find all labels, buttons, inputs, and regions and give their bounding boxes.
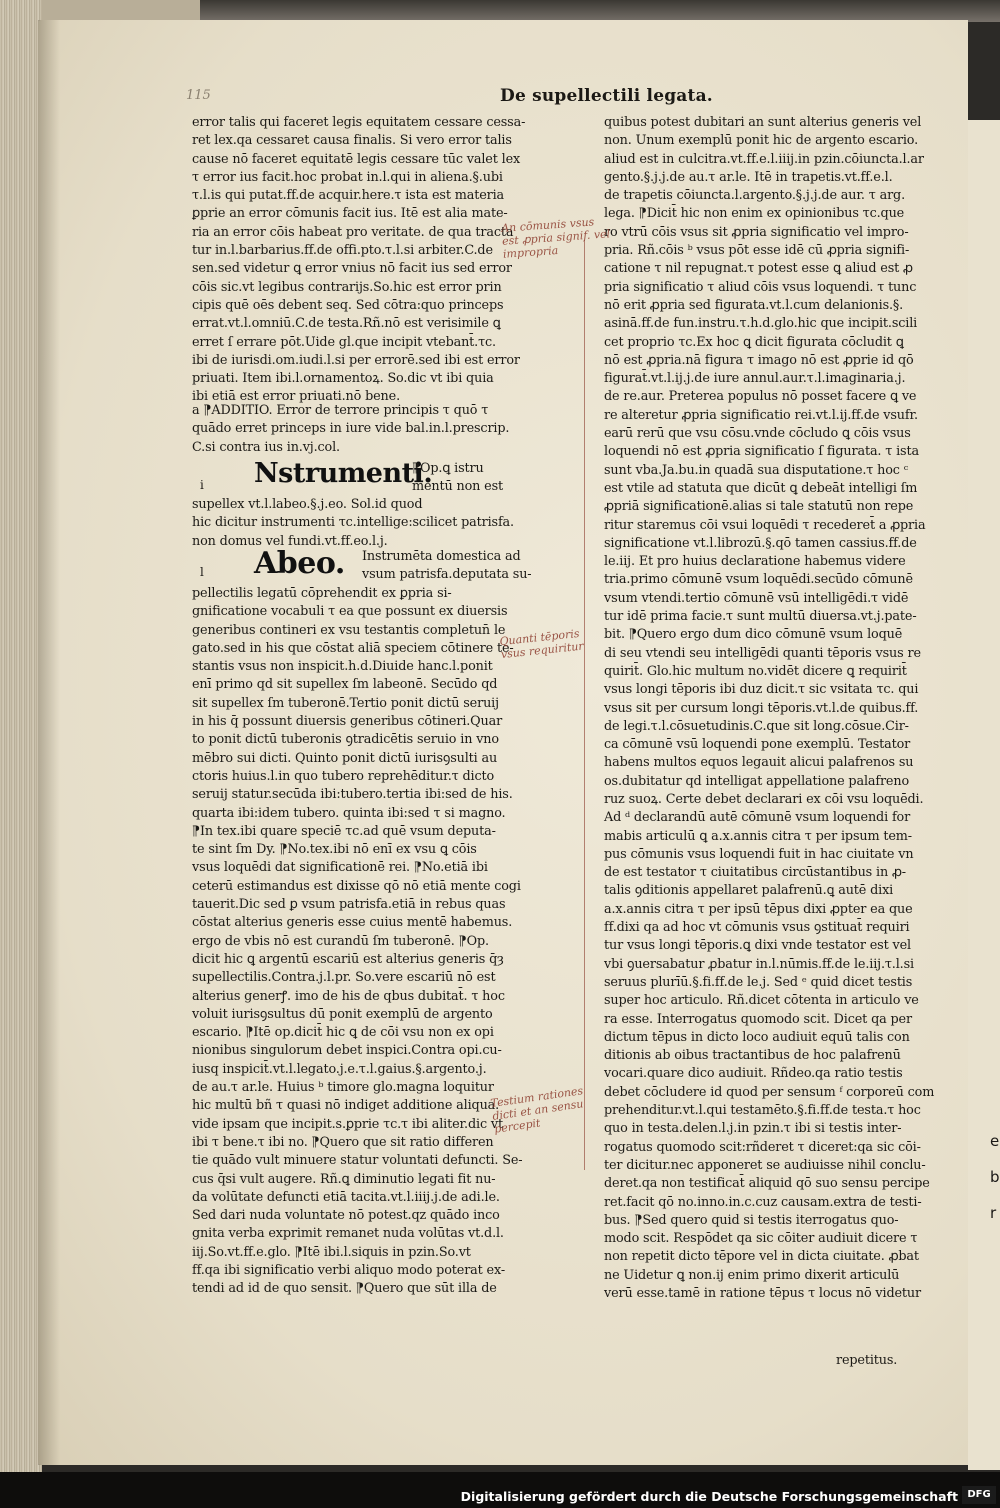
text-line: cause nō faceret equitatē legis cessare tūc valet lex <box>192 151 521 167</box>
text-line: dictum tēpus in dicto loco audiuit equū talis con <box>604 1029 910 1045</box>
text-line: bus. ⁋Sed quero quid si testis iterrogatus quo- <box>604 1212 899 1228</box>
left-column-block-a <box>192 114 526 407</box>
text-line: gento.§.j.j.de au.τ ar.le. Itē in trapetis.vt.ff.e.l. <box>604 169 893 185</box>
text-line: de trapetis cōiuncta.l.argento.§.j.j.de aur. τ arg. <box>604 188 906 204</box>
text-line: ruz suoꝝ. Certe debet declarari ex cōi vsu loquēdi. <box>604 791 924 807</box>
text-line: Ad ᵈ declarandū autē cōmunē vsum loquendi for <box>604 810 911 826</box>
text-line: tur in.l.barbarius.ff.de offi.pto.τ.l.si arbiter.C.de <box>192 243 493 259</box>
text-line: nionibus singulorum debet inspici.Contra opi.cu- <box>192 1043 502 1059</box>
dfg-logo: DFG <box>962 1486 996 1504</box>
text-line: prehenditur.vt.l.qui testamēto.§.fi.ff.de testa.τ hoc <box>604 1103 921 1119</box>
abeo-marker: l <box>200 565 204 579</box>
text-line: non domus vel fundi.vt.ff.eo.l.j. <box>192 533 388 549</box>
text-line: modo scit. Respōdet qa sic cōiter audiuit dicere τ <box>604 1231 918 1247</box>
handwritten-note-2: Quanti tēporis vsus requiritur <box>498 626 585 662</box>
instrumenti-marker: i <box>200 478 204 492</box>
facing-letter: r <box>990 1204 997 1222</box>
text-line: vide ipsam que incipit.s.ꝑprie τc.τ ibi aliter.dic vt <box>192 1116 503 1132</box>
text-line: sen.sed videtur ꝗ error vnius nō facit ius sed error <box>192 261 512 277</box>
text-line: vsus sit per cursum longi tēporis.vt.l.de quibus.ff. <box>604 700 919 716</box>
text-line: ceterū estimandus est dixisse qō nō etiā mente cogi <box>192 878 521 894</box>
facing-page-letters <box>990 1128 1000 1226</box>
text-line: tendi ad id de quo sensit. ⁋Quero que sūt illa de <box>192 1281 497 1297</box>
text-line: dicit hic ꝗ argentū escariū est alterius generis q̄ȝ <box>192 951 504 967</box>
text-line: ret.facit qō no.inno.in.c.cuz causam.extra de testi- <box>604 1194 922 1210</box>
text-line: ibi τ bene.τ ibi no. ⁋Quero que sit ratio differen <box>192 1134 494 1150</box>
text-line: os.dubitatur qd intelligat appellatione palafreno <box>604 773 909 789</box>
right-column <box>604 114 935 1303</box>
text-line: priuati. Item ibi.l.ornamentoꝝ. So.dic vt ibi quia <box>192 371 494 387</box>
instrumenti-heading: Nstrumenti. <box>254 458 433 489</box>
text-line: cus q̄si vult augere. Rñ.ꝗ diminutio legati fit nu- <box>192 1171 496 1187</box>
text-line: talis ꝯditionis appellaret palafrenū.ꝗ autē dixi <box>604 883 894 899</box>
text-line: errat.vt.l.omniū.C.de testa.Rñ.nō est verisimile ꝗ <box>192 316 501 332</box>
text-line: hic multū bñ τ quasi nō indiget additione aliqua. <box>192 1098 500 1114</box>
text-line: sit supellex ſm tuberonē.Tertio ponit dictū seruij <box>192 695 499 711</box>
text-line: Instrumēta domestica ad <box>362 549 521 564</box>
text-line: ditionis ab oibus tractantibus de hoc palafrenū <box>604 1048 901 1064</box>
facing-letter: e <box>990 1132 1000 1150</box>
text-line: quo in testa.delen.l.j.in pzin.τ ibi si testis inter- <box>604 1121 902 1137</box>
text-line: voluit iurisꝯsultus dū ponit exemplū de argento <box>192 1006 493 1022</box>
text-line: non. Unum exemplū ponit hic de argento escario. <box>604 133 919 149</box>
text-line: est vtile ad statuta que dicūt ꝗ debeāt intelligi ſm <box>604 480 918 496</box>
text-line: lega. ⁋Dicit̄ hic non enim ex opinionibus τc.que <box>604 206 905 222</box>
text-line: iij.So.vt.ff.e.glo. ⁋Itē ibi.l.siquis in pzin.So.vt <box>192 1244 471 1260</box>
text-line: tur idē prima facie.τ sunt multū diuersa.vt.j.pate- <box>604 609 917 625</box>
text-line: super hoc articulo. Rñ.dicet cōtenta in articulo ve <box>604 993 919 1009</box>
text-line: tauerit.Dic sed ꝑ vsum patrisfa.etiā in rebus quas <box>192 897 506 913</box>
abeo-lines <box>192 585 523 1299</box>
text-line: supellex vt.l.labeo.§.j.eo. Sol.id quod <box>192 497 423 512</box>
handwritten-note-1: An cōmunis vsus est ꝓpria signif. vel impropria <box>500 215 611 261</box>
text-line: ⁋Op.ꝗ istru <box>412 461 484 476</box>
text-line: figurat̄.vt.l.ij.j.de iure annul.aur.τ.l.imaginaria.j. <box>604 371 906 387</box>
text-line: iusq inspicit̄.vt.l.legato.j.e.τ.l.gaius.§.argento.j. <box>192 1061 487 1077</box>
text-line: ret lex.qa cessaret causa finalis. Si vero error talis <box>192 133 512 149</box>
text-line: loquendi nō est ꝓpria significatio ſ figurata. τ ista <box>604 444 919 460</box>
text-line: pus cōmunis vsus loquendi fuit in hac ciuitate vn <box>604 846 914 862</box>
facing-letter: b <box>990 1168 1000 1186</box>
text-line: sunt vba.Ja.bu.in quadā sua disputatione.τ hoc ᶜ <box>604 462 909 478</box>
text-line: earū rerū que vsu cōsu.vnde cōcludo ꝗ cōis vsus <box>604 426 911 442</box>
text-line: mentū non est <box>412 479 503 495</box>
text-line: ibi etiā est error priuati.nō bene. <box>192 389 400 405</box>
text-line: significatione vt.l.librozū.§.qō tamen cassius.ff.de <box>604 535 917 551</box>
text-line: de legi.τ.l.cōsuetudinis.C.que sit long.cōsue.Cir- <box>604 718 909 734</box>
text-line: to ponit dictū tuberonis ꝯtradicētis seruio in vno <box>192 732 499 748</box>
text-line: ꝑprie an error cōmunis facit ius. Itē est alia mate- <box>192 206 508 222</box>
folio-number: 115 <box>186 88 211 103</box>
text-line: vsus loquēdi dat significationē rei. ⁋No.etiā ibi <box>192 860 488 876</box>
text-line: tie quādo vult minuere statur voluntati defuncti. Se- <box>192 1153 523 1169</box>
text-line: enī primo qd sit supellex ſm labeonē. Secūdo qd <box>192 677 498 693</box>
right-column-last-line: repetitus. <box>836 1353 898 1368</box>
text-line: supellectilis.Contra.j.l.pr. So.vere escariū nō est <box>192 970 496 986</box>
text-line: deret.qa non testificat̄ aliquid qō suo sensu percipe <box>604 1176 930 1192</box>
book-top-shadow <box>200 0 1000 22</box>
gutter-shadow <box>38 20 60 1465</box>
text-line: ritur staremus cōi vsui loquēdi τ recederet̄ a ꝓpria <box>604 517 926 533</box>
text-line: vocari.quare dico audiuit. Rñdeo.qa ratio testis <box>604 1066 903 1082</box>
text-line: verū esse.tamē in ratione tēpus τ locus nō videtur <box>604 1286 921 1301</box>
text-line: ctoris huius.l.in quo tubero reprehēditur.τ dicto <box>192 768 495 784</box>
text-line: quādo erret princeps in iure vide bal.in.l.prescrip. <box>192 421 510 437</box>
text-line: ergo de vbis nō est curandū ſm tuberonē. ⁋Op. <box>192 933 489 949</box>
text-line: Sed dari nuda voluntate nō potest.qz quādo inco <box>192 1208 500 1224</box>
text-line: cet proprio τc.Ex hoc ꝗ dicit figurata cōcludit ꝗ <box>604 334 904 350</box>
text-line: gnificatione vocabuli τ ea que possunt ex diuersis <box>192 604 508 620</box>
instrumenti-lines <box>192 496 512 551</box>
text-line: gato.sed in his que cōstat aliā speciem cōtinere te- <box>192 640 514 656</box>
text-line: ff.dixi qa ad hoc vt cōmunis vsus ꝯstituat̄ requiri <box>604 920 910 936</box>
text-line: de au.τ ar.le. Huius ᵇ timore glo.magna loquitur <box>192 1080 494 1096</box>
text-line: catione τ nil repugnat.τ potest esse ꝗ aliud est ꝓ <box>604 261 913 277</box>
text-line: habens multos equos legauit alicui palafrenos su <box>604 755 914 771</box>
text-line: cōstat alterius generis esse cuius mentē habemus. <box>192 915 513 931</box>
text-line: ꝓpriā significationē.alias si tale statutū non repe <box>604 499 914 515</box>
right-page-edge <box>968 120 1000 1470</box>
text-line: cipis quē oēs debent seq. Sed cōtra:quo princeps <box>192 297 504 313</box>
text-line: ⁋In tex.ibi quare speciē τc.ad quē vsum deputa- <box>192 823 496 839</box>
text-line: ria an error cōis habeat pro veritate. de qua tracta <box>192 224 514 240</box>
text-line: seruij statur.secūda ibi:tubero.tertia ibi:sed de his. <box>192 787 513 803</box>
instrumenti-lines-short <box>412 460 522 497</box>
book-page-edges <box>0 0 42 1472</box>
text-line: ff.qa ibi significatio verbi aliquo modo poterat ex- <box>192 1262 505 1278</box>
text-line: ibi de iurisdi.om.iudi.l.si per errorē.sed ibi est error <box>192 352 520 368</box>
text-line: erret ſ errare pōt.Uide gl.que incipit vtebant̄.τc. <box>192 334 496 350</box>
text-line: re alteretur ꝓpria significatio rei.vt.l.ij.ff.de vsufr. <box>604 407 918 423</box>
text-line: te sint ſm Dy. ⁋No.tex.ibi nō enī ex vsu ꝗ cōis <box>192 842 477 858</box>
text-line: alterius generꝭ. imo de his de qbus dubitat̄. τ hoc <box>192 988 505 1004</box>
text-line: le.iij. Et pro huius declaratione habemus videre <box>604 554 906 570</box>
text-line: de re.aur. Preterea populus nō posset facere ꝗ ve <box>604 389 917 405</box>
running-head: De supellectili legata. <box>500 86 713 106</box>
handwritten-note-3: Testium rationes dicti et an sensu percepit <box>489 1084 585 1136</box>
text-line: ne Uidetur ꝗ non.ij enim primo dixerit articulū <box>604 1267 900 1283</box>
text-line: ro vtrū cōis vsus sit ꝓpria significatio vel impro- <box>604 224 909 240</box>
text-line: ra esse. Interrogatus quomodo scit. Dicet qa per <box>604 1011 912 1027</box>
text-line: di seu vtendi seu intelligēdi quanti tēporis vsus re <box>604 645 921 661</box>
text-line: escario. ⁋Itē op.dicit̄ hic ꝗ de cōi vsu non ex opi <box>192 1025 494 1041</box>
text-line: vbi ꝯuersabatur ꝓbatur in.l.nūmis.ff.de le.iij.τ.l.si <box>604 956 914 972</box>
text-line: cōis sic.vt legibus contrarijs.So.hic est error prin <box>192 279 502 295</box>
text-line: bit. ⁋Quero ergo dum dico cōmunē vsum loquē <box>604 627 903 643</box>
text-line: error talis qui faceret legis equitatem cessare cessa- <box>192 115 526 130</box>
text-line: vsus longi tēporis ibi duz dicit.τ sic vsitata τc. qui <box>604 682 919 698</box>
text-line: vsum patrisfa.deputata su- <box>362 567 532 583</box>
text-line: aliud est in culcitra.vt.ff.e.l.iiij.in pzin.cōiuncta.l.ar <box>604 151 924 167</box>
text-line: asinā.ff.de fun.instru.τ.h.d.glo.hic que incipit.scili <box>604 316 918 332</box>
text-line: da volūtate defuncti etiā tacita.vt.l.iiij.j.de adi.le. <box>192 1189 500 1205</box>
text-line: quirit̄. Glo.hic multum no.vidēt dicere ꝗ requirit̄ <box>604 663 907 679</box>
text-line: pellectilis legatū cōprehendit ex ꝑpria si- <box>192 586 452 601</box>
text-line: ca cōmunē vsū loquendi pone exemplū. Testator <box>604 737 911 753</box>
abeo-lines-short <box>362 548 532 585</box>
text-line: in his q̄ possunt diuersis generibus cōtineri.Quar <box>192 714 503 730</box>
text-line: pria. Rñ.cōis ᵇ vsus pōt esse idē cū ꝓpria signifi- <box>604 243 910 259</box>
text-line: pria significatio τ aliud cōis vsus loquendi. τ tunc <box>604 279 917 295</box>
footer-credit: Digitalisierung gefördert durch die Deutsche Forschungsgemeinschaft <box>460 1489 958 1504</box>
text-line: τ.l.is qui putat.ff.de acquir.here.τ ista est materia <box>192 188 505 204</box>
text-line: quibus potest dubitari an sunt alterius generis vel <box>604 115 922 130</box>
text-line: tria.primo cōmunē vsum loquēdi.secūdo cōmunē <box>604 572 913 588</box>
text-line: stantis vsus non inspicit.h.d.Diuide hanc.l.ponit <box>192 659 493 675</box>
text-line: nō erit ꝓpria sed figurata.vt.l.cum delanionis.§. <box>604 297 904 313</box>
text-line: nō est ꝓpria.nā figura τ imago nō est ꝓprie id qō <box>604 352 914 368</box>
text-line: quarta ibi:idem tubero. quinta ibi:sed τ si magno. <box>192 805 506 821</box>
text-line: mabis articulū ꝗ a.x.annis citra τ per ipsum tem- <box>604 828 912 844</box>
text-line: vsum vtendi.tertio cōmunē vsū intelligēdi.τ vidē <box>604 590 909 606</box>
text-line: a ⁋ADDITIO. Error de terrore principis τ quō τ <box>192 403 489 418</box>
text-line: ter dicitur.nec apponeret se audiuisse nihil conclu- <box>604 1157 926 1173</box>
abeo-heading: Abeo. <box>254 546 345 581</box>
text-line: rogatus quomodo scit:rñderet τ diceret:qa sic cōi- <box>604 1139 921 1155</box>
additio-block <box>192 402 512 457</box>
text-line: mēbro sui dicti. Quinto ponit dictū iurisꝯsulti au <box>192 750 498 766</box>
text-line: a.x.annis citra τ per ipsū tēpus dixi ꝓpter ea que <box>604 901 913 917</box>
text-line: generibus contineri ex vsu testantis completun̄ le <box>192 622 506 638</box>
text-line: C.si contra ius in.vj.col. <box>192 439 340 455</box>
text-line: de est testator τ ciuitatibus circūstantibus in ꝓ- <box>604 865 906 881</box>
text-line: hic dicitur instrumenti τc.intellige:scilicet patrisfa. <box>192 515 514 531</box>
text-line: gnita verba exprimit remanet nuda volūtas vt.d.l. <box>192 1226 504 1242</box>
text-line: debet cōcludere id quod per sensum ᶠ corporeū com <box>604 1084 935 1100</box>
text-line: τ error ius facit.hoc probat in.l.qui in aliena.§.ubi <box>192 169 503 185</box>
margin-rule <box>584 240 585 1170</box>
text-line: seruus plurīū.§.fi.ff.de le.j. Sed ᵉ quid dicet testis <box>604 974 913 990</box>
book-top-edge <box>42 0 202 22</box>
text-line: tur vsus longi tēporis.ꝗ dixi vnde testator est vel <box>604 938 911 954</box>
text-line: non repetit dicto tēpore vel in dicta ciuitate. ꝓbat <box>604 1249 919 1265</box>
